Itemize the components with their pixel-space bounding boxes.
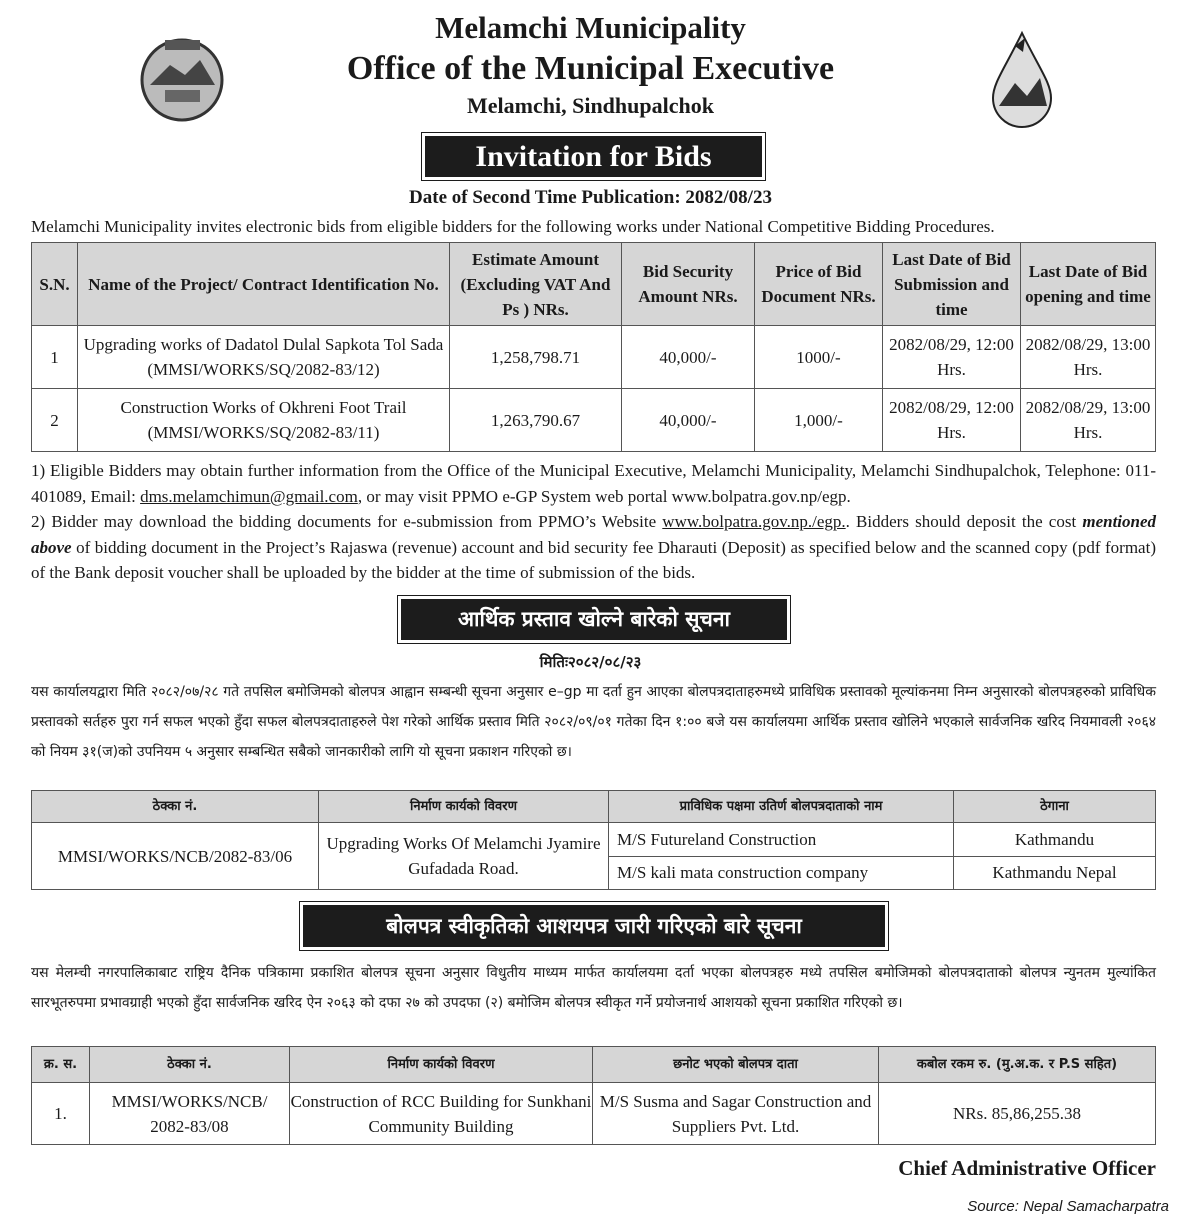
table-row xyxy=(32,326,1156,389)
office-location: Melamchi, Sindhupalchok xyxy=(467,93,714,118)
note-text: , or may visit PPMO e-GP System web portal www.bolpatra.gov.np/egp. xyxy=(357,486,851,506)
note-2 xyxy=(31,509,1156,586)
cell: Construction Works of Okhreni Foot Trail (MMSI/WORKS/SQ/2082-83/11) xyxy=(78,389,450,452)
cell: 40,000/- xyxy=(622,389,755,452)
cell: M/S Futureland Construction xyxy=(609,823,954,857)
col-sn: S.N. xyxy=(32,243,78,326)
table-header-row xyxy=(32,791,1156,823)
cell: 1,263,790.67 xyxy=(450,389,622,452)
note-text: of bidding document in the Project’s Rajaswa (revenue) account and bid security fee Dharauti (Deposit) as specified below and the scanned copy (pdf format) of the Bank deposit voucher shall be uploaded by the bidder at the time of submission of the bids. xyxy=(31,537,1156,582)
col-project: Name of the Project/ Contract Identification No. xyxy=(78,243,450,326)
cell: Kathmandu xyxy=(954,823,1156,857)
table-header-row xyxy=(32,1047,1156,1083)
cell: MMSI/WORKS/NCB/ 2082-83/08 xyxy=(90,1083,290,1145)
source-credit: Source: Nepal Samacharpatra xyxy=(967,1198,1169,1215)
note-text: 2) Bidder may download the bidding documents for e-submission from PPMO’s Website xyxy=(31,512,663,531)
col-work: निर्माण कार्यको विवरण xyxy=(290,1047,593,1083)
table-row xyxy=(32,823,1156,857)
intro-text: Melamchi Municipality invites electronic bids from eligible bidders for the following works under National Competitive Bidding Procedures. xyxy=(31,217,995,236)
cell: 2082/08/29, 12:00 Hrs. xyxy=(883,326,1021,389)
signature: Chief Administrative Officer xyxy=(898,1156,1156,1180)
col-opening: Last Date of Bid opening and time xyxy=(1021,243,1156,326)
note-text: 1) Eligible Bidders may obtain further information from the Office of the Municipal Executive, Melamchi Municipality, Melamchi Sindhupalchok, Telephone: 011- 401089, Email: xyxy=(31,461,1156,506)
note-1 xyxy=(31,458,1156,509)
technical-pass-table xyxy=(31,790,1156,890)
email-link[interactable]: dms.melamchimun@gmail.com xyxy=(140,486,358,506)
col-contract: ठेक्का नं. xyxy=(32,791,319,823)
note-text: . Bidders should deposit the cost xyxy=(845,512,1083,531)
cell: 2 xyxy=(32,389,78,452)
cell: Kathmandu Nepal xyxy=(954,856,1156,890)
col-work: निर्माण कार्यको विवरण xyxy=(319,791,609,823)
cell: 1. xyxy=(32,1083,90,1145)
publication-date: Date of Second Time Publication: 2082/08/23 xyxy=(409,187,772,208)
notice-date: मितिः२०८२/०८/२३ xyxy=(539,653,642,671)
col-bidder: छनोट भएको बोलपत्र दाता xyxy=(593,1047,879,1083)
col-address: ठेगाना xyxy=(954,791,1156,823)
cell: Upgrading works of Dadatol Dulal Sapkota Tol Sada (MMSI/WORKS/SQ/2082-83/12) xyxy=(78,326,450,389)
col-sn: क्र. स. xyxy=(32,1047,90,1083)
invitation-banner: Invitation for Bids xyxy=(422,133,765,180)
table-row xyxy=(32,1083,1156,1145)
cell: MMSI/WORKS/NCB/2082-83/06 xyxy=(32,823,319,890)
cell: 1000/- xyxy=(755,326,883,389)
cell: NRs. 85,86,255.38 xyxy=(879,1083,1156,1145)
cell: 40,000/- xyxy=(622,326,755,389)
col-submission: Last Date of Bid Submission and time xyxy=(883,243,1021,326)
cell: 1,258,798.71 xyxy=(450,326,622,389)
financial-proposal-banner: आर्थिक प्रस्ताव खोल्ने बारेको सूचना xyxy=(398,596,790,643)
cell: Upgrading Works Of Melamchi Jyamire Gufadada Road. xyxy=(319,823,609,890)
letter-of-intent-banner: बोलपत्र स्वीकृतिको आशयपत्र जारी गरिएको बारे सूचना xyxy=(300,902,888,950)
cell: M/S kali mata construction company xyxy=(609,856,954,890)
cell: 2082/08/29, 13:00 Hrs. xyxy=(1021,326,1156,389)
office-name: Office of the Municipal Executive xyxy=(346,50,835,87)
col-estimate: Estimate Amount (Excluding VAT And Ps ) NRs. xyxy=(450,243,622,326)
financial-notice-text: यस कार्यालयद्वारा मिति २०८२/०७/२८ गते तपसिल बमोजिमको बोलपत्र आह्वान सम्बन्धी सूचना अनुसार e–gp मा दर्ता हुन आएका बोलपत्रदाताहरुमध्ये प्राविधिक प्रस्तावको मूल्यांकनमा निम्न अनुसारको बोलपत्रहरुको प्राविधिक प्रस्तावको सर्तहरु पुरा गर्न सफल भएको हुँदा सफल बोलपत्रदाताहरुले पेश गरेको आर्थिक प्रस्ताव मिति २०८२/०९/०१ गतेका दिन १:०० बजे यस कार्यालयमा आर्थिक प्रस्ताव खोलिने भएकाले सार्वजनिक खरिद नियमावली २०६४ को नियम ३१(ज)को उपनियम ५ अनुसार सम्बन्धित सबैको जानकारीको लागि यो सूचना प्रकाशन गरिएको छ। xyxy=(31,684,1156,760)
cell: Construction of RCC Building for Sunkhani Community Building xyxy=(290,1083,593,1145)
col-contract: ठेक्का नं. xyxy=(90,1047,290,1083)
col-price: Price of Bid Document NRs. xyxy=(755,243,883,326)
cell: 1 xyxy=(32,326,78,389)
col-amount: कबोल रकम रु. (मु.अ.क. र P.S सहित) xyxy=(879,1047,1156,1083)
intent-table xyxy=(31,1046,1156,1145)
table-row xyxy=(32,389,1156,452)
note-emphasis: mentioned above xyxy=(31,512,1157,557)
bids-table xyxy=(31,242,1156,452)
cell: M/S Susma and Sagar Construction and Suppliers Pvt. Ltd. xyxy=(593,1083,879,1145)
municipality-name: Melamchi Municipality xyxy=(435,10,746,45)
table-header-row xyxy=(32,243,1156,326)
cell: 2082/08/29, 12:00 Hrs. xyxy=(883,389,1021,452)
website-link[interactable]: www.bolpatra.gov.np./egp. xyxy=(662,512,846,531)
intent-notice-text: यस मेलम्ची नगरपालिकाबाट राष्ट्रिय दैनिक पत्रिकामा प्रकाशित बोलपत्र सूचना अनुसार विधुतीय माध्यम मार्फत कार्यालयमा दर्ता भएका बोलपत्रहरु मध्ये तपसिल बमोजिमको बोलपत्रदाताको बोलपत्र न्युनतम मुल्यांकित सारभूतरुपमा प्रभावग्राही भएको हुँदा सार्वजनिक खरिद ऐन २०६३ को दफा २७ को उपदफा (२) बमोजिम बोलपत्र स्वीकृत गर्ने प्रयोजनार्थ आशयको सूचना प्रकाशित गरिएको छ। xyxy=(31,965,1156,1011)
col-bidder: प्राविधिक पक्षमा उतिर्ण बोलपत्रदाताको नाम xyxy=(609,791,954,823)
cell: 2082/08/29, 13:00 Hrs. xyxy=(1021,389,1156,452)
col-security: Bid Security Amount NRs. xyxy=(622,243,755,326)
cell: 1,000/- xyxy=(755,389,883,452)
